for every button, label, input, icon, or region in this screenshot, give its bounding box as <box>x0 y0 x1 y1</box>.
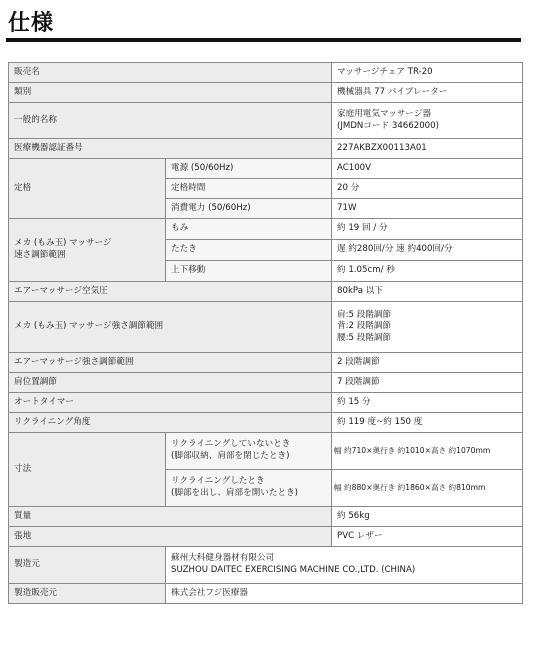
table-row <box>9 103 523 139</box>
row-value: 2 段階調節 <box>332 353 523 373</box>
row-value: 幅 約710×奥行き 約1010×高さ 約1070mm <box>332 433 523 470</box>
row-value: 80kPa 以下 <box>332 282 523 302</box>
row-label: リクライニング角度 <box>9 413 332 433</box>
row-value: 約 1.05cm/ 秒 <box>332 261 523 282</box>
row-value: 遅 約280回/分 速 約400回/分 <box>332 240 523 261</box>
row-label: エアーマッサージ空気圧 <box>9 282 332 302</box>
table-row <box>9 63 523 83</box>
table-row <box>9 584 523 604</box>
sub-label-line: リクライニングしていないとき <box>171 439 291 450</box>
sub-label-line: (脚部収納、肩部を閉じたとき) <box>171 451 290 461</box>
row-label: 定格 <box>9 159 166 219</box>
row-value: AC100V <box>332 159 523 179</box>
value-line: 肩:5 段階調節 <box>337 309 392 320</box>
row-label: 肩位置調節 <box>9 373 332 393</box>
row-value: 機械器具 77 バイブレーター <box>332 83 523 103</box>
row-value: PVC レザー <box>332 527 523 547</box>
row-value <box>332 302 523 353</box>
table-row <box>9 353 523 373</box>
row-label: 類別 <box>9 83 332 103</box>
table-row <box>9 413 523 433</box>
row-label: 質量 <box>9 507 332 527</box>
label-line: 速さ調節範囲 <box>14 250 66 260</box>
sub-label: 上下移動 <box>166 261 332 282</box>
title-underline <box>6 38 521 42</box>
sub-label-line: リクライニングしたとき <box>171 476 265 487</box>
sub-label: もみ <box>166 219 332 240</box>
sub-label: たたき <box>166 240 332 261</box>
table-row <box>9 219 523 240</box>
row-value: 約 119 度~約 150 度 <box>332 413 523 433</box>
table-row <box>9 507 523 527</box>
value-line: (JMDNコード 34662000) <box>337 120 439 131</box>
table-row <box>9 373 523 393</box>
row-value: 20 分 <box>332 179 523 199</box>
row-label: 製造販売元 <box>9 584 166 604</box>
page-title: 仕様 <box>8 11 55 36</box>
value-line: 腰:5 段階調節 <box>337 332 392 343</box>
row-label: オートタイマー <box>9 393 332 413</box>
value-line: 背:2 段階調節 <box>337 321 392 332</box>
row-value: 227AKBZX00113A01 <box>332 139 523 159</box>
row-label: エアーマッサージ強さ調節範囲 <box>9 353 332 373</box>
row-value: 71W <box>332 199 523 219</box>
row-label: 寸法 <box>9 433 166 507</box>
value-line: 蘇州大科健身器材有限公司 <box>171 553 275 564</box>
sub-label: 消費電力 (50/60Hz) <box>166 199 332 219</box>
spec-table <box>8 62 523 604</box>
table-row <box>9 433 523 470</box>
table-row <box>9 83 523 103</box>
row-value <box>332 103 523 139</box>
sub-label: 定格時間 <box>166 179 332 199</box>
value-line: SUZHOU DAITEC EXERCISING MACHINE CO.,LTD. (CHINA) <box>171 565 416 575</box>
row-label: 医療機器認証番号 <box>9 139 332 159</box>
row-value: 約 15 分 <box>332 393 523 413</box>
sub-label <box>166 433 332 470</box>
table-row <box>9 393 523 413</box>
row-label: 販売名 <box>9 63 332 83</box>
row-value: 7 段階調節 <box>332 373 523 393</box>
row-label: 張地 <box>9 527 332 547</box>
table-row <box>9 302 523 353</box>
row-label: 製造元 <box>9 547 166 584</box>
row-value: 株式会社フジ医療器 <box>166 584 523 604</box>
row-value: 約 56kg <box>332 507 523 527</box>
table-row <box>9 159 523 179</box>
table-row <box>9 547 523 584</box>
table-row <box>9 282 523 302</box>
row-value: 約 19 回 / 分 <box>332 219 523 240</box>
row-value: マッサージチェア TR-20 <box>332 63 523 83</box>
table-row <box>9 139 523 159</box>
sub-label <box>166 470 332 507</box>
row-label: メカ (もみ玉) マッサージ強さ調節範囲 <box>9 302 332 353</box>
row-label <box>9 219 166 282</box>
row-value <box>166 547 523 584</box>
sub-label-line: (脚部を出し、肩部を開いたとき) <box>171 488 299 498</box>
row-value: 幅 約880×奥行き 約1860×高さ 約810mm <box>332 470 523 507</box>
row-label: 一般的名称 <box>9 103 332 139</box>
table-row <box>9 527 523 547</box>
value-line: 家庭用電気マッサージ器 <box>337 108 432 119</box>
label-line: メカ (もみ玉) マッサージ <box>14 238 112 249</box>
sub-label: 電源 (50/60Hz) <box>166 159 332 179</box>
